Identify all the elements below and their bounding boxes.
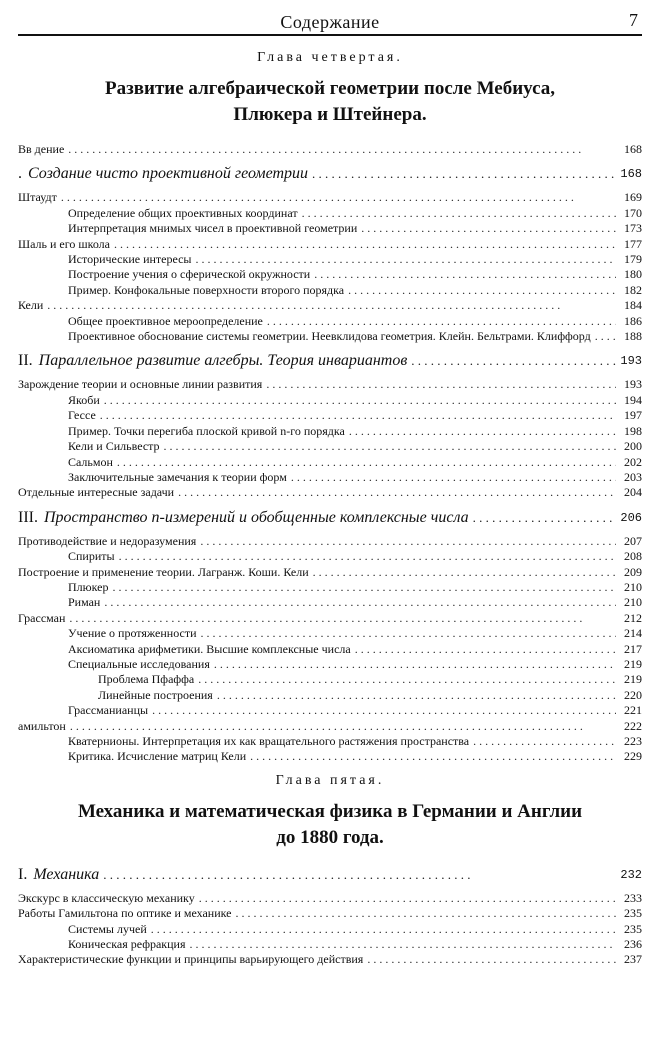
toc-entry-page: 194: [624, 392, 642, 407]
section-number: II.: [18, 352, 33, 370]
section-title: Создание чисто проективной геометрии: [28, 165, 309, 183]
dot-leader: [152, 703, 616, 718]
toc-entry-label: Исторические интересы: [68, 252, 192, 267]
toc-entry: [18, 329, 642, 344]
toc-entry: [18, 393, 642, 408]
toc-entry: [18, 549, 642, 564]
section-title: Пространство n-измерений и обобщенные комплексные числа: [43, 508, 469, 526]
toc-entry-page: 217: [624, 641, 642, 656]
toc-entry-page: 220: [624, 687, 642, 702]
toc-entry-label: Кели и Сильвестр: [68, 439, 160, 454]
section-title: Механика: [33, 865, 100, 883]
toc-entry: [18, 455, 642, 470]
toc-entry-label: Специальные исследования: [68, 656, 210, 671]
dot-leader: [119, 549, 616, 564]
toc-entry: [18, 314, 642, 329]
toc-entry-label: Вв дение: [18, 142, 65, 156]
toc-page: [18, 6, 642, 968]
toc-entry: [18, 719, 642, 734]
toc-entry-page: 235: [624, 906, 642, 921]
section-title: Параллельное развитие алгебры. Теория инвариантов: [38, 352, 408, 370]
dot-leader: [70, 719, 616, 734]
toc-entry: [18, 237, 642, 252]
dot-leader: [199, 891, 616, 906]
section-page: 193: [620, 354, 642, 369]
toc-entry-label: Кватернионы. Интерпретация их как вращательного растяжения пространства: [68, 734, 470, 748]
section-page: 168: [620, 167, 642, 182]
toc-entry-label: амильтон: [18, 718, 66, 733]
dot-leader: [473, 734, 616, 749]
toc-entry: [18, 595, 642, 610]
dot-leader: [349, 424, 616, 439]
toc-entry: [18, 377, 642, 392]
toc-entry-page: 170: [624, 205, 642, 220]
dot-leader: [355, 642, 616, 657]
toc-entry: [18, 642, 642, 657]
toc-entry-label: Проективное обоснование системы геометрии. Неевклидова геометрия. Клейн. Бельтрами. Клиффорд: [68, 329, 591, 344]
dot-leader: [112, 580, 616, 595]
toc-entry-label: Построение и применение теории. Лагранж. Коши. Кели: [18, 564, 309, 579]
toc-entry-page: 208: [624, 549, 642, 564]
toc-entry-label: Противодействие и недоразумения: [18, 533, 197, 548]
toc-list-section-3: [18, 534, 642, 765]
toc-entry-label: Критика. Исчисление матриц Кели: [68, 749, 247, 764]
dot-leader: [201, 626, 617, 641]
chapter-4-label: Глава четвертая.: [257, 50, 403, 65]
toc-entry-label: Гессе: [68, 408, 96, 423]
toc-entry-page: 197: [624, 408, 642, 423]
toc-entry-label: Коническая рефракция: [68, 937, 186, 952]
toc-entry: [18, 891, 642, 906]
dot-leader: [47, 298, 616, 313]
dot-leader: [61, 190, 616, 205]
dot-leader: [214, 657, 616, 672]
toc-entry-label: Характеристические функции и принципы варьирующего действия: [18, 952, 364, 967]
toc-entry: [18, 749, 642, 764]
toc-entry-page: 184: [624, 298, 642, 313]
toc-entry-page: 237: [624, 952, 642, 967]
toc-entry-label: Работы Гамильтона по оптике и механике: [18, 906, 232, 921]
dot-leader: [267, 314, 616, 329]
toc-entry: [18, 580, 642, 595]
toc-entry-page: 168: [624, 142, 642, 156]
dot-leader: [250, 749, 616, 764]
dot-leader: [68, 142, 616, 157]
toc-entry-page: 179: [624, 252, 642, 267]
toc-entry-label: Общее проективное мероопределение: [68, 313, 263, 328]
dot-leader: [104, 393, 616, 408]
toc-entry: [18, 952, 642, 967]
toc-entry-label: Риман: [68, 595, 101, 610]
toc-entry-page: 198: [624, 423, 642, 438]
toc-entry-page: 223: [624, 734, 642, 748]
toc-entry-page: 182: [624, 282, 642, 297]
toc-entry-page: 200: [624, 439, 642, 454]
toc-entry-page: 202: [624, 454, 642, 469]
toc-entry-page: 235: [624, 921, 642, 936]
toc-entry-label: Пример. Точки перегиба плоской кривой n-го порядка: [68, 423, 345, 438]
section-number: III.: [18, 508, 38, 526]
toc-entry-label: Кели: [18, 298, 44, 313]
toc-entry: [18, 626, 642, 641]
toc-entry: [18, 534, 642, 549]
toc-entry: [18, 703, 642, 718]
toc-entry-page: 222: [624, 718, 642, 733]
toc-entry-label: Шаль и его школа: [18, 236, 110, 251]
section-page: 232: [620, 867, 642, 882]
chapter-4-title: [18, 76, 642, 128]
toc-entry-label: Линейные построения: [98, 687, 213, 702]
toc-entry-page: 209: [624, 564, 642, 579]
toc-entry-label: Проблема Пфаффа: [98, 672, 195, 687]
toc-section-2: [18, 351, 642, 371]
toc-entry-page: 229: [624, 749, 642, 764]
toc-entry-page: 193: [624, 377, 642, 392]
dot-leader: [196, 252, 617, 267]
toc-entry: [18, 565, 642, 580]
toc-entry: [18, 937, 642, 952]
toc-section-ch5-1: [18, 865, 642, 885]
toc-entry: [18, 206, 642, 221]
toc-entry-page: 203: [624, 469, 642, 484]
toc-entry: [18, 485, 642, 500]
chapter-5-label: Глава пятая.: [275, 772, 385, 788]
toc-entry-label: Отдельные интересные задачи: [18, 485, 175, 500]
toc-entry: [18, 672, 642, 687]
toc-entry-page: 169: [624, 190, 642, 205]
section-number: .: [18, 165, 22, 183]
toc-entry-intro: [18, 142, 642, 157]
dot-leader: [595, 329, 616, 344]
toc-entry: [18, 424, 642, 439]
dot-leader: [236, 906, 617, 921]
toc-section-1: [18, 164, 642, 184]
toc-list-section-2: [18, 377, 642, 500]
toc-entry-page: 204: [624, 485, 642, 500]
toc-entry-label: Заключительные замечания к теории форм: [68, 469, 287, 484]
chapter-4-title-line2: Плюкера и Штейнера.: [233, 104, 427, 125]
dot-leader: [411, 351, 616, 371]
chapter-5-title-line1: Механика и математическая физика в Германии и Англии: [77, 800, 583, 822]
dot-leader: [473, 508, 616, 528]
toc-entry-page: 207: [624, 533, 642, 548]
toc-entry: [18, 734, 642, 749]
toc-entry-page: 214: [624, 626, 642, 641]
dot-leader: [164, 439, 616, 454]
chapter-5-title: [18, 799, 642, 851]
section-page: 206: [620, 510, 642, 525]
toc-entry: [18, 190, 642, 205]
toc-entry: [18, 298, 642, 313]
toc-entry: [18, 408, 642, 423]
dot-leader: [348, 283, 616, 298]
toc-entry-label: Аксиоматика арифметики. Высшие комплексные числа: [68, 641, 351, 656]
toc-entry-label: Плюкер: [68, 579, 109, 594]
toc-entry-label: Построение учения о сферической окружности: [68, 267, 311, 282]
dot-leader: [104, 595, 616, 610]
dot-leader: [190, 937, 617, 952]
toc-entry-label: Интерпретация мнимых чисел в проективной геометрии: [68, 221, 358, 236]
toc-entry-label: Якоби: [68, 392, 100, 407]
dot-leader: [367, 952, 616, 967]
dot-leader: [198, 672, 616, 687]
dot-leader: [266, 377, 616, 392]
toc-entry-label: Зарождение теории и основные линии развития: [18, 377, 263, 392]
toc-entry-page: 186: [624, 313, 642, 328]
toc-entry-label: Пример. Конфокальные поверхности второго порядка: [68, 282, 345, 297]
dot-leader: [314, 267, 616, 282]
dot-leader: [103, 865, 616, 885]
toc-entry-page: 210: [624, 595, 642, 610]
toc-entry: [18, 283, 642, 298]
toc-entry-page: 180: [624, 267, 642, 282]
dot-leader: [291, 470, 616, 485]
toc-entry: [18, 470, 642, 485]
toc-entry: [18, 611, 642, 626]
toc-entry: [18, 267, 642, 282]
toc-entry: [18, 922, 642, 937]
toc-entry: [18, 657, 642, 672]
chapter-5-title-line2: до 1880 года.: [276, 826, 384, 848]
toc-entry-page: 236: [624, 937, 642, 952]
dot-leader: [217, 688, 616, 703]
toc-entry-label: Определение общих проективных координат: [68, 205, 298, 220]
toc-entry-page: 173: [624, 221, 642, 236]
toc-entry-label: Спириты: [68, 549, 115, 564]
dot-leader: [312, 164, 616, 184]
dot-leader: [117, 455, 616, 470]
toc-entry: [18, 252, 642, 267]
toc-entry-label: Экскурс в классическую механику: [18, 890, 195, 905]
toc-entry-label: Грассманианцы: [68, 703, 149, 718]
toc-list-ch5-section-1: [18, 891, 642, 968]
running-head: [18, 6, 642, 36]
toc-entry: [18, 906, 642, 921]
toc-section-3: [18, 508, 642, 528]
section-number: I.: [18, 865, 28, 883]
dot-leader: [200, 534, 616, 549]
dot-leader: [69, 611, 616, 626]
toc-entry-page: 188: [624, 329, 642, 344]
dot-leader: [361, 221, 616, 236]
toc-entry-label: Учение о протяженности: [68, 626, 197, 641]
toc-entry-label: Системы лучей: [68, 921, 147, 936]
toc-entry-label: Штаудт: [18, 190, 57, 205]
dot-leader: [313, 565, 616, 580]
running-head-title: Содержание: [280, 12, 380, 32]
toc-entry: [18, 221, 642, 236]
dot-leader: [114, 237, 616, 252]
toc-entry-page: 212: [624, 610, 642, 625]
toc-entry-label: Сальмон: [68, 454, 113, 469]
toc-entry-page: 233: [624, 890, 642, 905]
dot-leader: [100, 408, 616, 423]
toc-list-section-1: [18, 190, 642, 344]
dot-leader: [302, 206, 616, 221]
toc-entry: [18, 688, 642, 703]
chapter-4-title-line1: Развитие алгебраической геометрии после Мебиуса,: [105, 78, 555, 99]
dot-leader: [178, 485, 616, 500]
toc-entry-page: 221: [624, 703, 642, 718]
dot-leader: [151, 922, 616, 937]
toc-entry-page: 219: [624, 672, 642, 687]
page-number: 7: [629, 10, 638, 30]
toc-entry-page: 219: [624, 656, 642, 671]
toc-entry-page: 177: [624, 236, 642, 251]
toc-entry-page: 210: [624, 579, 642, 594]
toc-entry-label: Грассман: [18, 610, 66, 625]
toc-entry: [18, 439, 642, 454]
